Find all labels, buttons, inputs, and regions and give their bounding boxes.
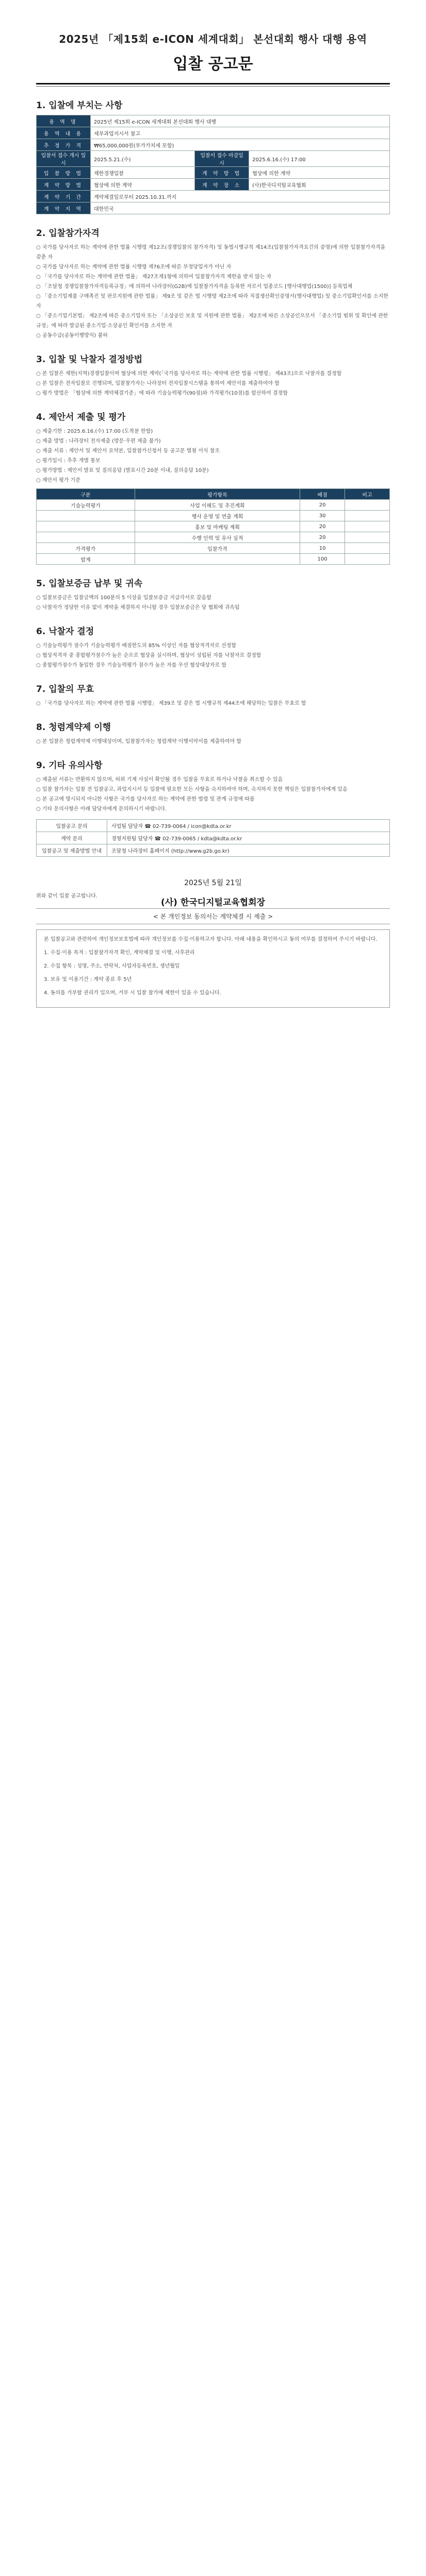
section-6-heading: 6. 낙찰자 결정: [36, 626, 94, 637]
section-9-heading: 9. 기타 유의사항: [36, 760, 103, 771]
table-row: 홍보 및 마케팅 계획 20: [37, 521, 390, 532]
consent-title: < 본 개인정보 동의서는 계약체결 시 제출 >: [36, 908, 390, 924]
section-5-heading: 5. 입찰보증금 납부 및 귀속: [36, 579, 143, 589]
title-rule-thin: [36, 86, 390, 87]
section-4-body: ○ 제출기한 : 2025.6.16.(수) 17:00 (도착분 한함) ○ 제출 방법 : 나라장터 전자제출 (방문·우편 제출 불가) ○ 제출 서류 : 제안서 및 제안서 요약본, 입찰참가신청서 등 공고문 별첨 서식 참조 ○ 평가일시 : 추후 개별 통보 ○ 평가방법 : 제안서 발표 및 질의응답 (발표시간 20분 이내, 질의응답 10분) ○ 제안서 평가 기준: [36, 429, 220, 483]
notice-title: 입찰 공고문: [173, 55, 253, 73]
section-8-heading: 8. 청렴계약제 이행: [36, 722, 111, 733]
table-row: 기술능력평가 사업 이해도 및 추진계획 20: [37, 500, 390, 511]
title-rule: [36, 83, 390, 84]
section-2-body: ○ 국가를 당사자로 하는 계약에 관한 법률 시행령 제12조(경쟁입찰의 참가자격) 및 동법시행규칙 제14조(입찰참가자격요건의 증명)에 의한 입찰참가자격을 갖춘 자 ○ 국가를 당사자로 하는 계약에 관한 법률 시행령 제76조에 따른 부정당업자가 아닌 자 ○ 「국가를 당사자로 하는 계약에 관한 법률」 제27조제1항에 의하여 입찰참가자격 제한을 받지 않는 자 ○ 「조달청 경쟁입찰참가자격등록규정」에 의하여 나라장터(G2B)에 입찰참가자격을 등록한 자로서 업종코드 [행사대행업(1500)] 등록업체 ○ 「중소기업제품 구매촉진 및 판로지원에 관한 법률」 제9조 및 같은 법 시행령 제2조에 따라 직접생산확인증명서(행사대행업) 및 중소기업확인서를 소지한 자 ○ 「중소기업기본법」 제2조에 따른 중소기업자 또는 「소상공인 보호 및 지원에 관한 법률」 제2조에 따른 소상공인으로서 「중소기업 범위 및 확인에 관한 규정」에 따라 발급된 중소기업·소상공인 확인서를 소지한 자 ○ 공동수급(공동이행방식) 불허: [36, 245, 388, 338]
section-5-body: ○ 입찰보증금은 입찰금액의 100분의 5 이상을 입찰보증금 지급각서로 갈음함 ○ 낙찰자가 정당한 이유 없이 계약을 체결하지 아니할 경우 입찰보증금은 당 협회에 귀속됨: [36, 595, 240, 611]
section-7-heading: 7. 입찰의 무효: [36, 684, 94, 694]
blank-area: [0, 1133, 426, 2576]
table-row: 수행 인력 및 유사 실적 20: [37, 532, 390, 543]
contact-table: 입찰공고 문의 사업팀 담당자 ☎ 02-739-0064 / icon@kdta.or.kr 계약 문의 경영지원팀 담당자 ☎ 02-739-0065 / kdta@kdta.or.kr 입찰공고 및 제출방법 안내 조달청 나라장터 홈페이지 (http://www.g2b.go.kr): [36, 819, 390, 857]
section-1-heading: 1. 입찰에 부치는 사항: [36, 100, 123, 111]
evaluation-table: 구분 평가항목 배점 비고 기술능력평가 사업 이해도 및 추진계획 20 행사 운영 및 연출 계획 30 홍보 및 마케팅 계획 20 수행 인력 및 유사 실적 20 가격평가 입찰가격 10 합계 100: [36, 488, 390, 565]
section-8-body: ○ 본 입찰은 청렴계약제 이행대상이며, 입찰참가자는 청렴계약 이행서약서를 제출하여야 함: [36, 739, 241, 744]
table-row: 행사 운영 및 연출 계획 30: [37, 511, 390, 521]
issuing-organization: (사) 한국디지털교육협회장: [160, 897, 266, 908]
consent-intro: 위와 같이 입찰 공고합니다.: [36, 893, 97, 899]
table-row: 가격평가 입찰가격 10: [37, 543, 390, 554]
section-9-body: ○ 제출된 서류는 반환하지 않으며, 허위 기재 사실이 확인될 경우 입찰을 무효로 하거나 낙찰을 취소할 수 있음 ○ 입찰 참가자는 입찰 전 입찰공고, 과업지시서 등 입찰에 필요한 모든 사항을 숙지하여야 하며, 숙지하지 못한 책임은 입찰참가자에게 있음 ○ 본 공고에 명시되지 아니한 사항은 국가를 당사자로 하는 계약에 관한 법령 및 관계 규정에 따름 ○ 기타 문의사항은 아래 담당자에게 문의하시기 바랍니다.: [36, 777, 348, 812]
bid-info-table: 용 역 명 2025년 제15회 e-ICON 세계대회 본선대회 행사 대행 용 역 내 용 세부과업지시서 참고 추 정 가 격 ₩65,000,000원(부가가치세 포함) 입찰서 접수 개시 일시 2025.5.21.(수) 입찰서 접수 마감일시 2025.6.16.(수) 17:00 입 찰 방 법 제한경쟁입찰 계 약 방 법 협상에 의한 계약 계 약 방 법 협상에 의한 계약 계 약 장 소 (사)한국디지털교육협회 계 약 기 간 계약체결일로부터 2025.10.31.까지 계 약 지 역 대한민국: [36, 115, 390, 214]
table-total-row: 합계 100: [37, 554, 390, 565]
notice-date: 2025년 5월 21일: [184, 879, 242, 887]
section-2-heading: 2. 입찰참가자격: [36, 228, 100, 239]
section-6-body: ○ 기술능력평가 점수가 기술능력평가 배점한도의 85% 이상인 자를 협상적격자로 선정함 ○ 협상적격자 중 종합평가점수가 높은 순으로 협상을 실시하며, 협상이 성립된 자를 낙찰자로 결정함 ○ 종합평가점수가 동일한 경우 기술능력평가 점수가 높은 자를 우선 협상대상자로 함: [36, 643, 261, 668]
section-4-heading: 4. 제안서 제출 및 평가: [36, 412, 126, 422]
section-7-body: ○ 「국가를 당사자로 하는 계약에 관한 법률 시행령」 제39조 및 같은 법 시행규칙 제44조에 해당하는 입찰은 무효로 함: [36, 701, 306, 706]
notice-subtitle: 2025년 「제15회 e-ICON 세계대회」 본선대회 행사 대행 용역: [59, 33, 367, 45]
consent-document: [36, 891, 390, 1008]
section-3-body: ○ 본 입찰은 제한(지역)경쟁입찰이며 협상에 의한 계약(「국가를 당사자로 하는 계약에 관한 법률 시행령」 제43조)으로 낙찰자를 결정함 ○ 본 입찰은 전자입찰로 진행되며, 입찰참가자는 나라장터 전자입찰시스템을 통하여 제안서를 제출하여야 함 ○ 평가 방법은 「협상에 의한 계약체결기준」에 따라 기술능력평가(90점)와 가격평가(10점)를 합산하여 결정함: [36, 371, 342, 396]
consent-box: 본 입찰공고와 관련하여 개인정보보호법에 따라 개인정보를 수집·이용하고자 합니다. 아래 내용을 확인하시고 동의 여부를 결정하여 주시기 바랍니다. 1. 수집·이용 목적 : 입찰참가자격 확인, 계약체결 및 이행, 사후관리 2. 수집 항목 : 성명, 주소, 연락처, 사업자등록번호, 생년월일 3. 보유 및 이용기간 : 계약 종료 후 5년 4. 동의를 거부할 권리가 있으며, 거부 시 입찰 참가에 제한이 있을 수 있습니다.: [36, 929, 390, 1008]
section-3-heading: 3. 입찰 및 낙찰자 결정방법: [36, 354, 143, 365]
notice-document: [36, 31, 390, 908]
